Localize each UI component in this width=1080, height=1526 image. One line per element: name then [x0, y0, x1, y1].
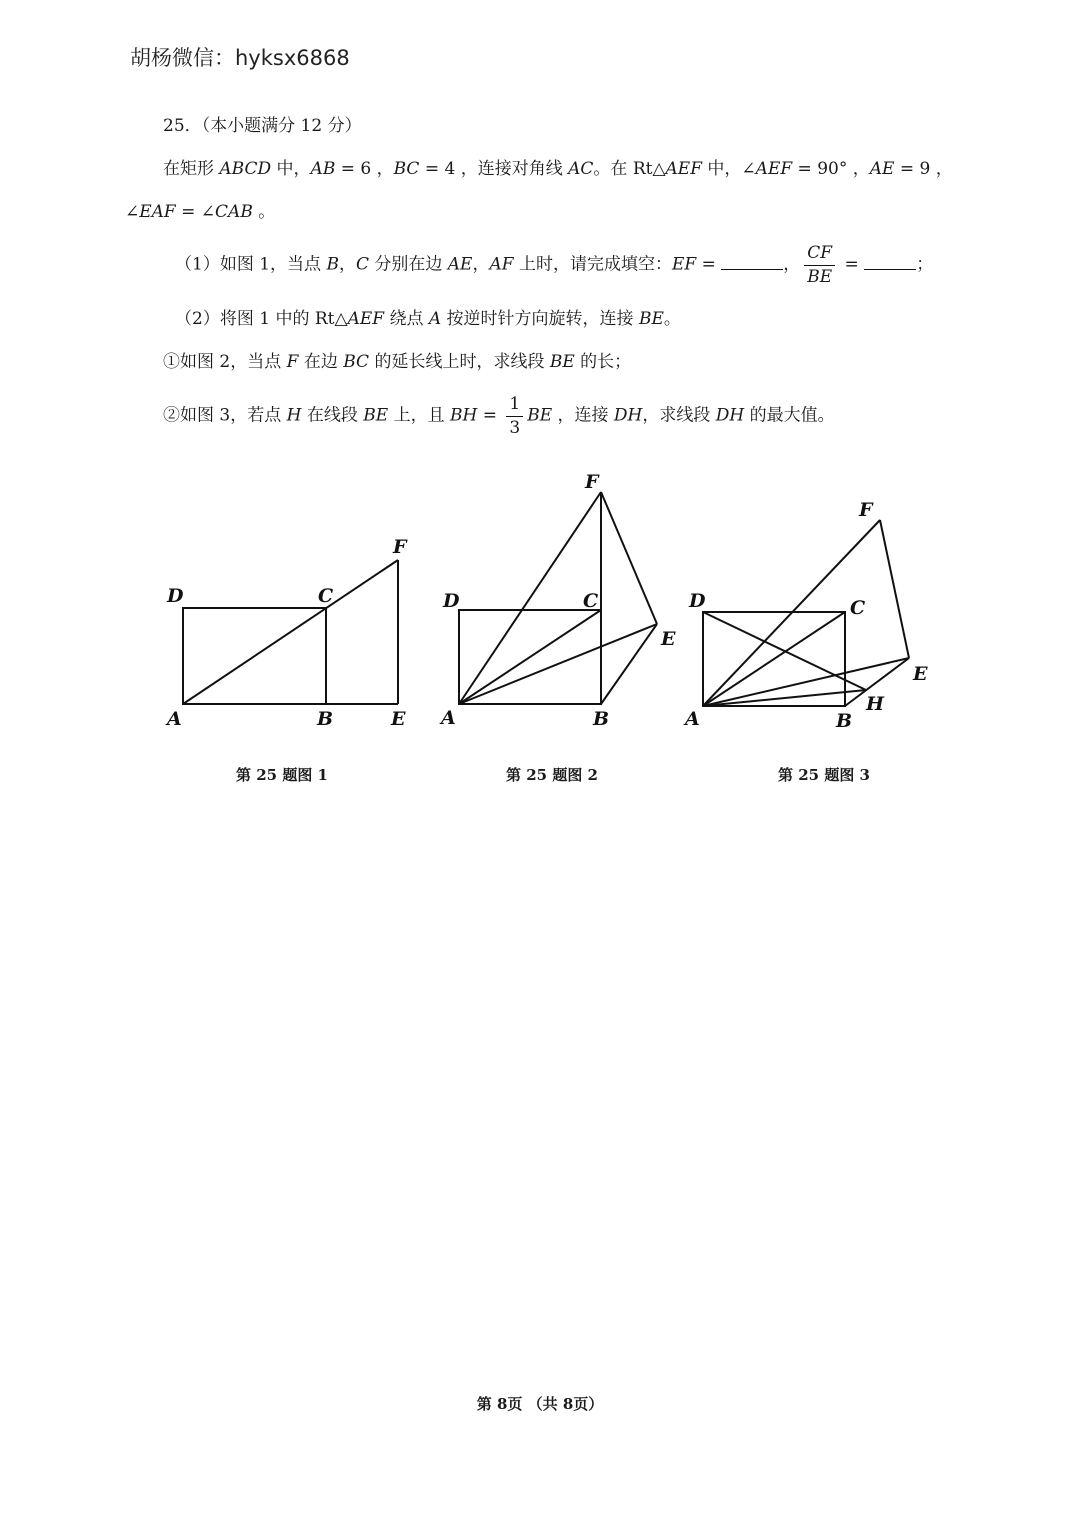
question-2b: ②如图 3，若点 H 在线段 BE 上，且 BH = $\frac{1}{3}$ BE ，连接 DH，求线段 DH 的最大值。	[163, 394, 835, 438]
fig1-label-c: C	[318, 585, 334, 607]
question-1: （1）如图 1，当点 B，C 分别在边 AE，AF 上时，请完成填空：EF = ， $\frac{CF}{BE}$ = ；	[175, 243, 934, 287]
figure-3	[683, 499, 928, 732]
fig1-label-d: D	[167, 585, 184, 607]
problem-intro: 在矩形 ABCD 中，AB = 6 ，BC = 4 ，连接对角线 AC。在 Rt△AEF 中，∠AEF = 90° ，AE = 9 ，	[163, 159, 953, 179]
fraction-one-third: $\frac{1}{3}$	[506, 395, 523, 437]
fig1-label-f: F	[393, 536, 407, 558]
fig2-label-d: D	[443, 590, 460, 612]
fig3-label-b: B	[836, 710, 853, 732]
fig3-label-e: E	[913, 663, 928, 685]
fig2-label-c: C	[583, 590, 599, 612]
fig1-label-a: A	[167, 708, 182, 730]
fig3-label-c: C	[850, 597, 866, 619]
fig3-label-f: F	[859, 499, 873, 521]
page-number-footer: 第 8页 （共 8页）	[476, 1395, 604, 1413]
fraction-cf-be: $\frac{CF}{BE}$	[804, 244, 835, 286]
fig3-line-fe	[880, 520, 909, 658]
question-2: （2）将图 1 中的 Rt△AEF 绕点 A 按逆时针方向旋转，连接 BE。	[175, 309, 681, 329]
fig2-line-fe	[601, 492, 657, 624]
fig3-label-h: H	[866, 693, 884, 715]
problem-intro-angle: ∠EAF = ∠CAB 。	[125, 202, 276, 222]
figure-3-caption: 第 25 题图 3	[778, 766, 870, 784]
figure-2-caption: 第 25 题图 2	[506, 766, 598, 784]
fig2-label-a: A	[441, 707, 456, 729]
fig3-line-ac	[703, 612, 845, 706]
geometry-figures	[0, 460, 1080, 760]
problem-title: 25．（本小题满分 12 分）	[163, 116, 362, 136]
question-2a: ①如图 2，当点 F 在边 BC 的延长线上时，求线段 BE 的长；	[163, 352, 632, 372]
fig2-line-af	[459, 492, 601, 704]
fig3-line-dh	[703, 612, 866, 690]
fig2-label-f: F	[585, 471, 599, 493]
figure-1	[165, 536, 408, 730]
fig1-line-af	[183, 560, 398, 704]
fig3-label-d: D	[689, 590, 706, 612]
watermark-header: 胡杨微信：hyksx6868	[130, 46, 350, 70]
fig2-line-ae	[459, 624, 657, 704]
answer-blank-ef[interactable]	[721, 269, 783, 270]
fig3-label-a: A	[685, 708, 700, 730]
fig1-label-b: B	[317, 708, 334, 730]
fig3-line-ah	[703, 690, 866, 706]
figure-2	[439, 471, 676, 730]
figure-1-caption: 第 25 题图 1	[236, 766, 328, 784]
answer-blank-ratio[interactable]	[864, 269, 916, 270]
fig2-label-e: E	[661, 628, 676, 650]
fig2-label-b: B	[593, 708, 610, 730]
fig1-label-e: E	[391, 708, 406, 730]
fig2-line-ac	[459, 610, 601, 704]
